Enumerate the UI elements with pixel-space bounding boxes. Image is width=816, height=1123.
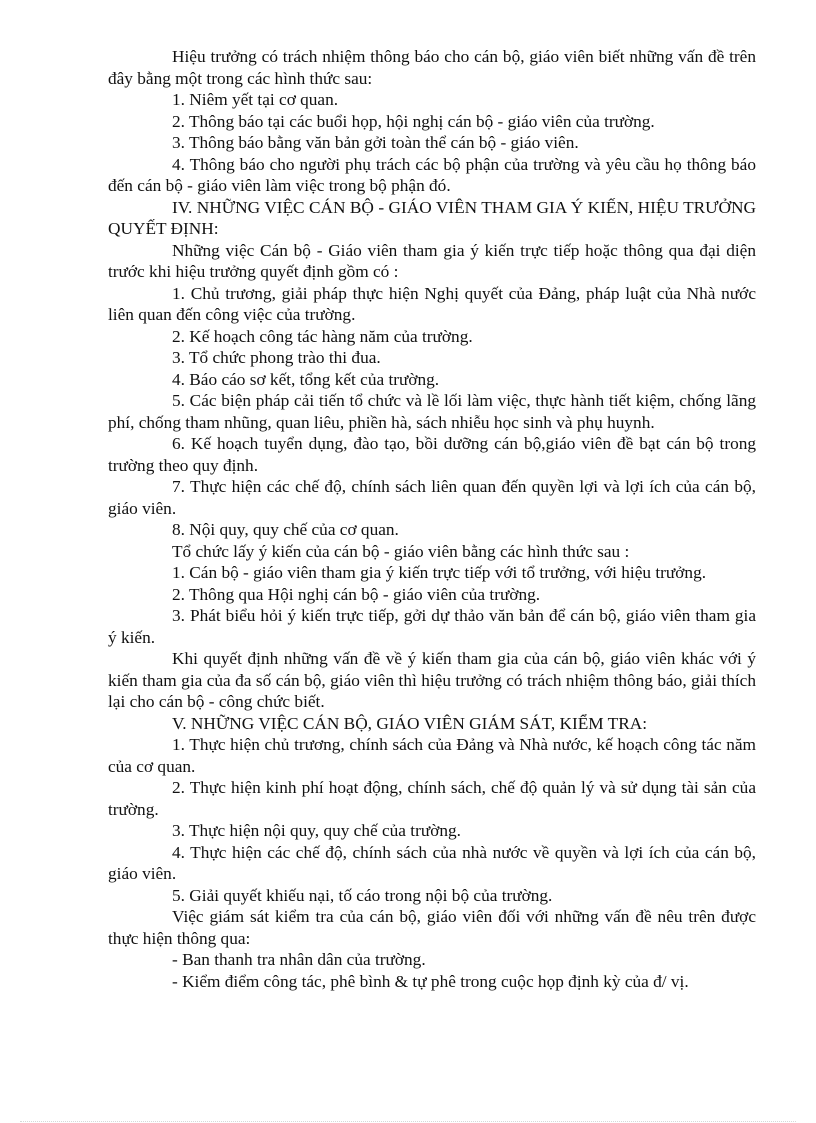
- list-item: 3. Phát biểu hỏi ý kiến trực tiếp, gởi dự thảo văn bản để cán bộ, giáo viên tham gia ý kiến.: [108, 606, 756, 647]
- list-item: - Kiểm điểm công tác, phê bình & tự phê trong cuộc họp định kỳ của đ/ vị.: [172, 971, 689, 991]
- paragraph: Tổ chức lấy ý kiến của cán bộ - giáo viên bằng các hình thức sau :: [172, 541, 630, 561]
- list-item: 5. Giải quyết khiếu nại, tố cáo trong nội bộ của trường.: [172, 885, 553, 905]
- list-item: 2. Thông qua Hội nghị cán bộ - giáo viên của trường.: [172, 584, 541, 604]
- list-item: 2. Thực hiện kinh phí hoạt động, chính sách, chế độ quản lý và sử dụng tài sản của trường.: [108, 778, 756, 819]
- list-item: 3. Tổ chức phong trào thi đua.: [172, 348, 381, 367]
- list-item: 4. Báo cáo sơ kết, tổng kết của trường.: [172, 369, 440, 389]
- section-heading-iv: IV. NHỮNG VIỆC CÁN BỘ - GIÁO VIÊN THAM GIA Ý KIẾN, HIỆU TRƯỞNG QUYẾT ĐỊNH:: [108, 197, 756, 238]
- list-item: 2. Thông báo tại các buổi họp, hội nghị cán bộ - giáo viên của trường.: [172, 111, 655, 131]
- list-item: 1. Niêm yết tại cơ quan.: [172, 90, 339, 109]
- list-item: 2. Kế hoạch công tác hàng năm của trường.: [172, 326, 473, 346]
- list-item: 7. Thực hiện các chế độ, chính sách liên quan đến quyền lợi và lợi ích của cán bộ, giáo viên.: [108, 477, 756, 518]
- document-page: [108, 46, 756, 992]
- paragraph: Khi quyết định những vấn đề về ý kiến tham gia của cán bộ, giáo viên khác với ý kiến tham gia của đa số cán bộ, giáo viên thì hiệu trưởng có trách nhiệm thông báo, giải thích lại cho cán bộ - công chức biết.: [108, 649, 756, 711]
- list-item: 4. Thực hiện các chế độ, chính sách của nhà nước về quyền và lợi ích của cán bộ, giáo viên.: [108, 842, 756, 883]
- paragraph: Việc giám sát kiểm tra của cán bộ, giáo viên đối với những vấn đề nêu trên được thực hiện thông qua:: [108, 907, 756, 948]
- section-heading-v: V. NHỮNG VIỆC CÁN BỘ, GIÁO VIÊN GIÁM SÁT, KIỂM TRA:: [172, 713, 648, 733]
- list-item: 5. Các biện pháp cải tiến tổ chức và lề lối làm việc, thực hành tiết kiệm, chống lãng phí, chống tham nhũng, quan liêu, phiền hà, sách nhiễu học sinh và phụ huynh.: [108, 391, 756, 432]
- page-bottom-divider: [20, 1121, 796, 1122]
- list-item: 6. Kế hoạch tuyển dụng, đào tạo, bồi dưỡng cán bộ,giáo viên đề bạt cán bộ trong trường theo quy định.: [108, 434, 756, 475]
- paragraph: Những việc Cán bộ - Giáo viên tham gia ý kiến trực tiếp hoặc thông qua đại diện trước khi hiệu trưởng quyết định gồm có :: [108, 240, 756, 281]
- list-item: 1. Chủ trương, giải pháp thực hiện Nghị quyết của Đảng, pháp luật của Nhà nước liên quan đến công việc của trường.: [108, 283, 756, 324]
- list-item: 4. Thông báo cho người phụ trách các bộ phận của trường và yêu cầu họ thông báo đến cán bộ - giáo viên làm việc trong bộ phận đó.: [108, 154, 756, 195]
- list-item: 3. Thông báo bằng văn bản gởi toàn thể cán bộ - giáo viên.: [172, 133, 579, 152]
- paragraph-intro: Hiệu trưởng có trách nhiệm thông báo cho cán bộ, giáo viên biết những vấn đề trên đây bằng một trong các hình thức sau:: [108, 47, 756, 88]
- list-item: - Ban thanh tra nhân dân của trường.: [172, 950, 426, 969]
- list-item: 1. Cán bộ - giáo viên tham gia ý kiến trực tiếp với tổ trưởng, với hiệu trưởng.: [172, 563, 707, 582]
- list-item: 8. Nội quy, quy chế của cơ quan.: [172, 520, 399, 539]
- list-item: 1. Thực hiện chủ trương, chính sách của Đảng và Nhà nước, kế hoạch công tác năm của cơ quan.: [108, 735, 756, 776]
- list-item: 3. Thực hiện nội quy, quy chế của trường.: [172, 821, 461, 840]
